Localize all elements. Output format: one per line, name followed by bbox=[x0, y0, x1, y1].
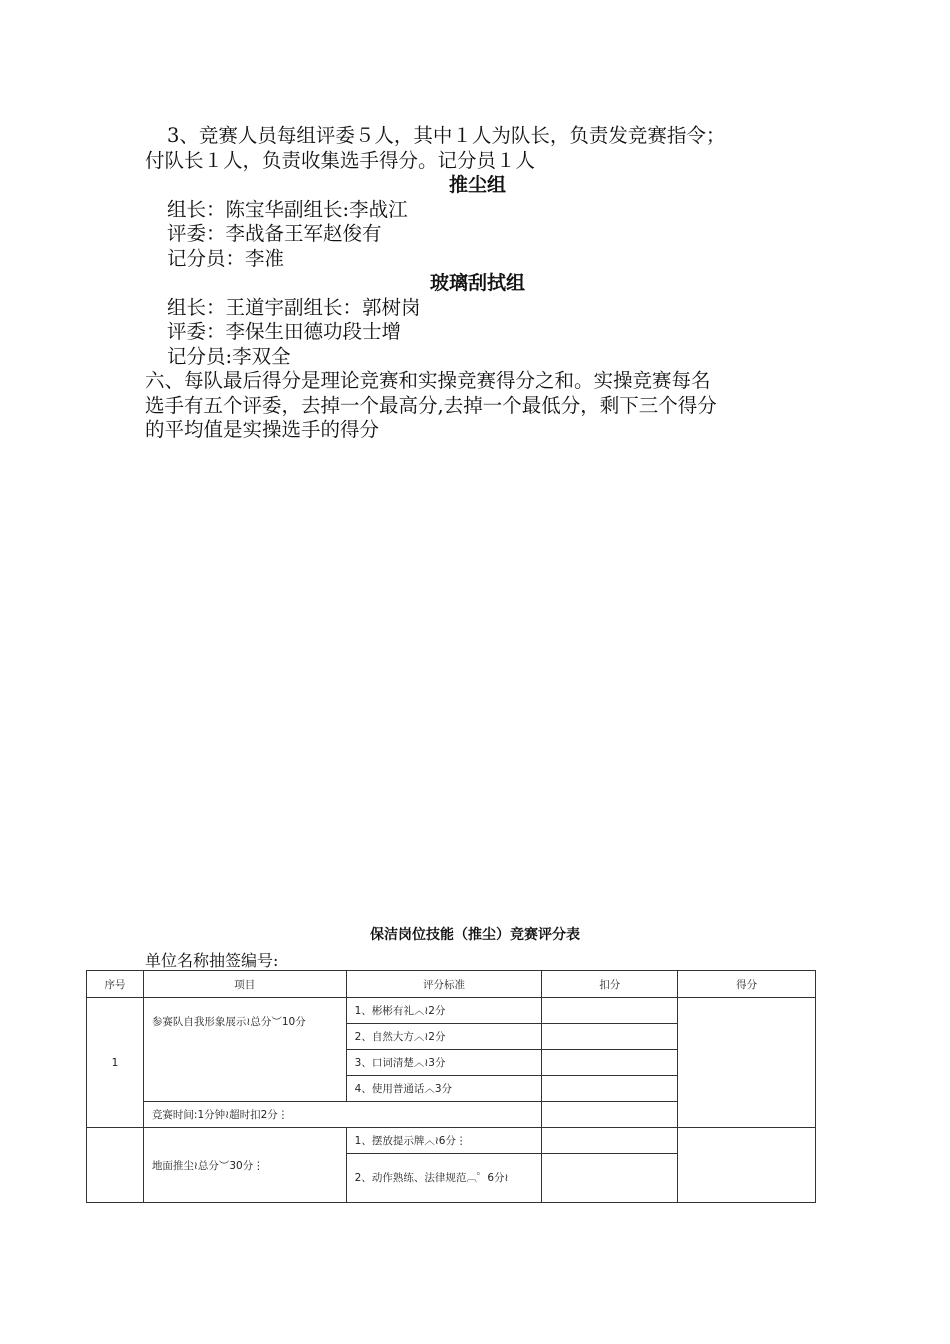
table-row bbox=[87, 1128, 816, 1154]
paragraph-3-line-1: 3、竞赛人员每组评委５人，其中１人为队长，负责发竞赛指令； bbox=[167, 124, 726, 147]
body-text bbox=[145, 124, 810, 443]
table-header-row bbox=[87, 971, 816, 998]
header-item: 项目 bbox=[143, 971, 346, 998]
criteria-cell: 3、口词清楚︿≀3分 bbox=[346, 1050, 542, 1076]
paragraph-6-line-2: 选手有五个评委，去掉一个最高分,去掉一个最低分，剩下三个得分 bbox=[145, 393, 717, 417]
group2-scorer: 记分员:李双全 bbox=[167, 344, 291, 368]
score-cell[interactable] bbox=[678, 1128, 816, 1203]
criteria-cell: 1、彬彬有礼︿≀2分 bbox=[346, 998, 542, 1024]
score-cell[interactable] bbox=[678, 998, 816, 1128]
group2-judges: 评委：李保生田德功段士增 bbox=[167, 320, 402, 343]
criteria-cell: 2、动作熟练、法律规范︹゜6分≀ bbox=[346, 1154, 542, 1203]
deduction-cell[interactable] bbox=[542, 1024, 678, 1050]
paragraph-3-line-2: 付队长１人，负责收集选手得分。记分员１人 bbox=[145, 148, 536, 172]
header-no: 序号 bbox=[87, 971, 144, 998]
deduction-cell[interactable] bbox=[542, 1154, 678, 1203]
group2-title: 玻璃刮拭组 bbox=[429, 272, 525, 294]
score-table-title: 保洁岗位技能（推尘）竞赛评分表 bbox=[370, 927, 580, 943]
group1-judges: 评委：李战备王军赵俊有 bbox=[167, 222, 382, 245]
section2-item: 地面推尘≀总分︶30分⋮ bbox=[143, 1128, 346, 1203]
group1-scorer: 记分员：李准 bbox=[167, 246, 285, 270]
deduction-cell[interactable] bbox=[542, 1050, 678, 1076]
group1-title: 推尘组 bbox=[448, 174, 506, 196]
deduction-cell[interactable] bbox=[542, 998, 678, 1024]
section2-no bbox=[87, 1128, 144, 1203]
unit-name-line: 单位名称抽签编号: bbox=[145, 951, 279, 970]
table-row bbox=[87, 998, 816, 1024]
header-deduction: 扣分 bbox=[542, 971, 678, 998]
header-criteria: 评分标准 bbox=[346, 971, 542, 998]
section1-time-rule: 竞赛时间:1分钟≀超时扣2分⋮ bbox=[143, 1102, 541, 1128]
deduction-cell[interactable] bbox=[542, 1102, 678, 1128]
section1-item: 参赛队自我形象展示≀总分︶10分 bbox=[143, 998, 346, 1102]
criteria-cell: 2、自然大方︿≀2分 bbox=[346, 1024, 542, 1050]
criteria-cell: 1、摆放提示牌︿≀6分⋮ bbox=[346, 1128, 542, 1154]
paragraph-6-line-1: 六、每队最后得分是理论竞赛和实操竞赛得分之和。实操竞赛每名 bbox=[145, 369, 711, 392]
section1-no: 1 bbox=[87, 998, 144, 1128]
deduction-cell[interactable] bbox=[542, 1128, 678, 1154]
group2-leader: 组长：王道宇副组长：郭树岗 bbox=[167, 295, 421, 319]
criteria-cell: 4、使用普通话︿3分 bbox=[346, 1076, 542, 1102]
score-table bbox=[86, 970, 816, 1203]
deduction-cell[interactable] bbox=[542, 1076, 678, 1102]
paragraph-6-line-3: 的平均值是实操选手的得分 bbox=[145, 418, 380, 441]
group1-leader: 组长：陈宝华副组长:李战江 bbox=[167, 197, 408, 221]
header-score: 得分 bbox=[678, 971, 816, 998]
